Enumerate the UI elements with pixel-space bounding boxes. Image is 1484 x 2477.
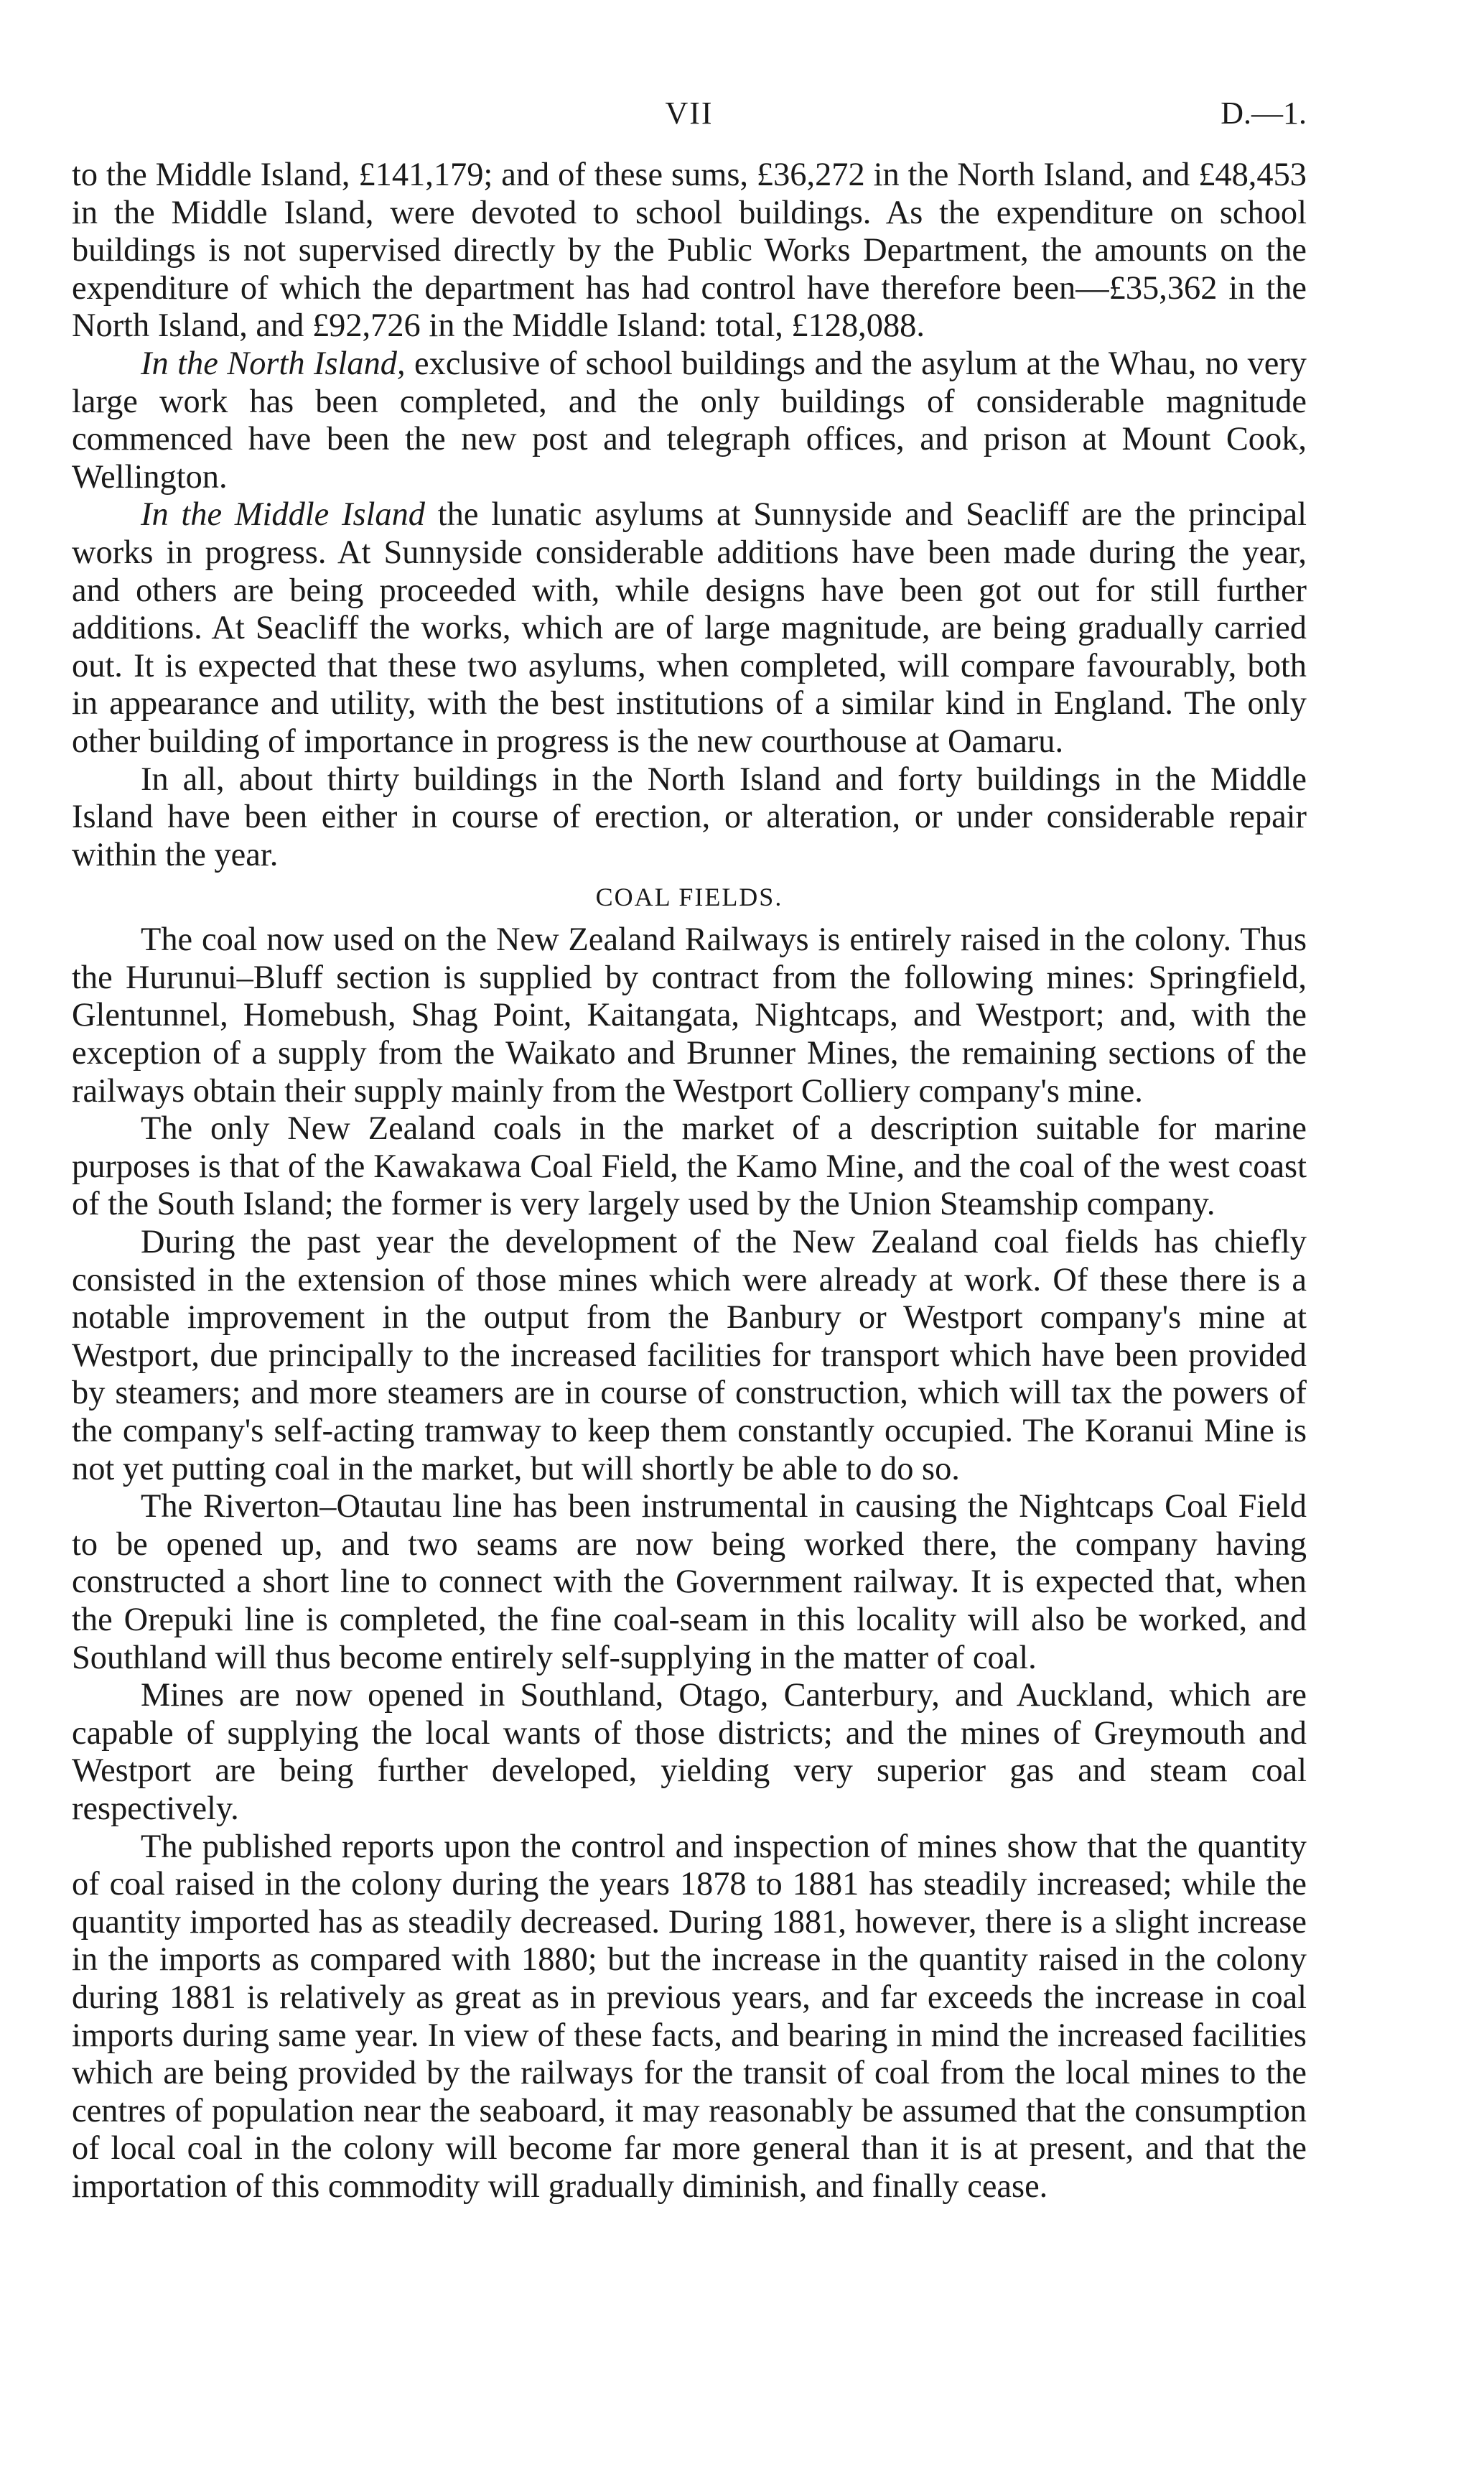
running-head [72, 95, 1307, 138]
paragraph-nightcaps: The Riverton–Otautau line has been instrumental in causing the Nightcaps Coal Field to be opened up, and two seams are now being worked there, the company having constructed a short line to connect with the Government railway. It is expected that, when the Orepuki line is completed, the fine coal-seam in this locality will also be worked, and Southland will thus become entirely self-supplying in the matter of coal. [72, 1488, 1307, 1676]
paragraph-railway-coal: The coal now used on the New Zealand Railways is entirely raised in the colony. Thus the Hurunui–Bluff section is supplied by contract from the following mines: Springfield, Glentunnel, Homebush, Shag Point, Kaitangata, Nightcaps, and Westport; and, with the exception of a supply from the Waikato and Brunner Mines, the remaining sections of the railways obtain their supply mainly from the Westport Colliery company's mine. [72, 921, 1307, 1110]
middle-island-lead: In the Middle Island [141, 496, 425, 534]
document-reference: D.—1. [1221, 96, 1307, 131]
middle-island-text: the lunatic asylums at Sunnyside and Seacliff are the principal works in progress. At Sunnyside considerable additions have been made during the year, and others are being proceeded with, while designs have been got out for still further additions. At Seacliff the works, which are of large magnitude, are being gradually carried out. It is expected that these two asylums, when completed, will compare favourably, both in appearance and utility, with the best institutions of a similar kind in England. The only other building of importance in progress is the new courthouse at Oamaru. [72, 496, 1307, 760]
north-island-text: exclusive of school buildings and the asylum at the Whau, no very large work has been completed, and the only buildings of considerable magnitude commenced have been the new post and telegraph offices, and prison at Mount Cook, Wellington. [72, 345, 1307, 496]
paragraph-school-expenditure: to the Middle Island, £141,179; and of these sums, £36,272 in the North Island, and £48,453 in the Middle Island, were devoted to school buildings. As the expenditure on school buildings is not supervised directly by the Public Works Department, the amounts on the expenditure of which the department has had control have therefore been—£35,362 in the North Island, and £92,726 in the Middle Island: total, £128,088. [72, 157, 1307, 345]
section-heading-coal-fields: COAL FIELDS. [595, 883, 783, 912]
paragraph-coal-statistics: The published reports upon the control and inspection of mines show that the quantity of coal raised in the colony during the years 1878 to 1881 has steadily increased; while the quantity imported has as steadily decreased. During 1881, however, there is a slight increase in the imports as compared with 1880; but the increase in the quantity raised in the colony during 1881 is relatively as great as in previous years, and far exceeds the increase in coal imports during same year. In view of these facts, and bearing in mind the increased facilities which are being provided by the railways for the transit of coal from the local mines to the centres of population near the seaboard, it may reasonably be assumed that the consumption of local coal in the colony will become far more general than it is at present, and that the importation of this commodity will gradually diminish, and finally cease. [72, 1828, 1307, 2205]
paragraph-middle-island [72, 496, 1307, 761]
north-island-lead: In the North Island, [141, 345, 406, 382]
page-number: VII [665, 96, 714, 131]
paragraph-mines-opened: Mines are now opened in Southland, Otago, Canterbury, and Auckland, which are capable of supplying the local wants of those districts; and the mines of Greymouth and Westport are being further developed, yielding very superior gas and steam coal respectively. [72, 1677, 1307, 1827]
paragraph-marine-coal: The only New Zealand coals in the market of a description suitable for marine purposes is that of the Kawakawa Coal Field, the Kamo Mine, and the coal of the west coast of the South Island; the former is very largely used by the Union Steamship company. [72, 1110, 1307, 1223]
paragraph-buildings-total: In all, about thirty buildings in the North Island and forty buildings in the Middle Island have been either in course of erection, or alteration, or under considerable repair within the year. [72, 761, 1307, 873]
paragraph-north-island [72, 345, 1307, 496]
body-text [72, 157, 1307, 2206]
paragraph-coal-development: During the past year the development of the New Zealand coal fields has chiefly consisted in the extension of those mines which were already at work. Of these there is a notable improvement in the output from the Banbury or Westport company's mine at Westport, due principally to the increased facilities for transport which have been provided by steamers; and more steamers are in course of construction, which will tax the powers of the company's self-acting tramway to keep them constantly occupied. The Koranui Mine is not yet putting coal in the market, but will shortly be able to do so. [72, 1224, 1307, 1487]
